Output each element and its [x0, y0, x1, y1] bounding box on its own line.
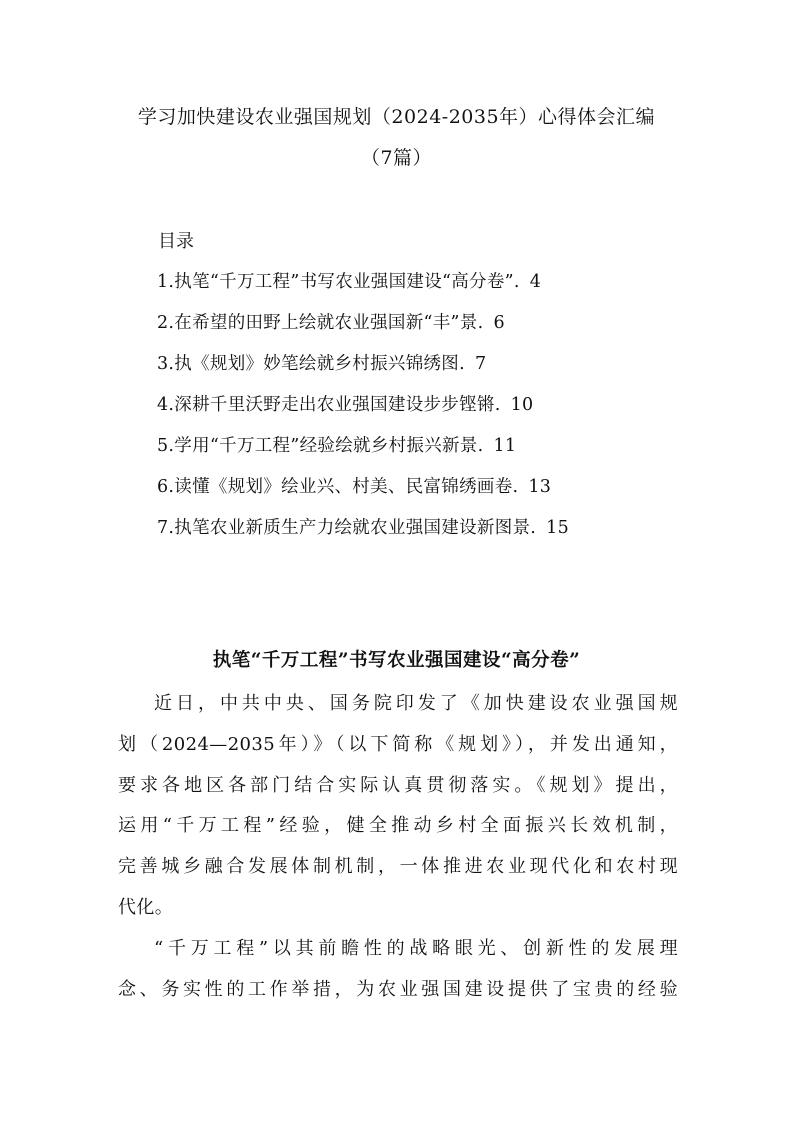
toc-item-label: 1.执笔“千万工程”书写农业强国建设“高分卷”.: [157, 272, 520, 292]
toc-item-4[interactable]: [157, 393, 569, 434]
toc-item-7[interactable]: [157, 516, 569, 557]
paragraph-line: 划（2024—2035年）》（以下简称《规划》），并发出通知，: [118, 733, 678, 755]
toc-item-label: 7.执笔农业新质生产力绘就农业强国建设新图景.: [157, 518, 537, 538]
toc-item-page: 6: [493, 313, 505, 333]
body-paragraph-2: [118, 929, 678, 1011]
toc-item-6[interactable]: [157, 475, 569, 516]
document-title-line-1: 学习加快建设农业强国规划（2024-2035年）心得体会汇编: [137, 106, 656, 128]
toc-item-label: 5.学用“千万工程”经验绘就乡村振兴新景.: [157, 436, 484, 456]
toc-heading: 目录: [158, 231, 194, 252]
paragraph-line: 完善城乡融合发展体制机制，一体推进农业现代化和农村现: [118, 856, 678, 878]
toc-item-label: 6.读懂《规划》绘业兴、村美、民富锦绣画卷.: [157, 477, 519, 497]
toc-item-1[interactable]: [157, 270, 569, 311]
toc-item-page: 11: [493, 436, 517, 456]
paragraph-line: 近日，中共中央、国务院印发了《加快建设农业强国规: [154, 693, 678, 714]
toc-item-3[interactable]: [157, 352, 569, 393]
paragraph-line: 代化。: [118, 896, 174, 918]
toc-item-page: 15: [546, 518, 570, 538]
section-title: 执笔“千万工程”书写农业强国建设“高分卷”: [212, 650, 581, 671]
paragraph-line: 运用“千万工程”经验，健全推动乡村全面振兴长效机制，: [118, 815, 678, 837]
toc-item-label: 4.深耕千里沃野走出农业强国建设步步铿锵.: [157, 395, 501, 415]
toc-item-page: 7: [474, 354, 487, 374]
table-of-contents: [157, 270, 569, 557]
toc-item-page: 4: [529, 272, 542, 292]
toc-item-5[interactable]: [157, 434, 569, 475]
toc-item-2[interactable]: [157, 311, 569, 352]
toc-item-label: 3.执《规划》妙笔绘就乡村振兴锦绣图.: [157, 354, 465, 374]
toc-item-page: 10: [510, 395, 534, 415]
paragraph-line: 念、务实性的工作举措，为农业强国建设提供了宝贵的经验: [118, 978, 678, 1000]
toc-item-label: 2.在希望的田野上绘就农业强国新“丰”景.: [157, 313, 484, 333]
paragraph-line: “千万工程”以其前瞻性的战略眼光、创新性的发展理: [154, 938, 678, 959]
document-title-line-2: （7篇）: [360, 147, 433, 169]
body-paragraph-1: [118, 684, 678, 929]
toc-item-page: 13: [528, 477, 552, 497]
paragraph-line: 要求各地区各部门结合实际认真贯彻落实。《规划》提出，: [118, 774, 678, 796]
